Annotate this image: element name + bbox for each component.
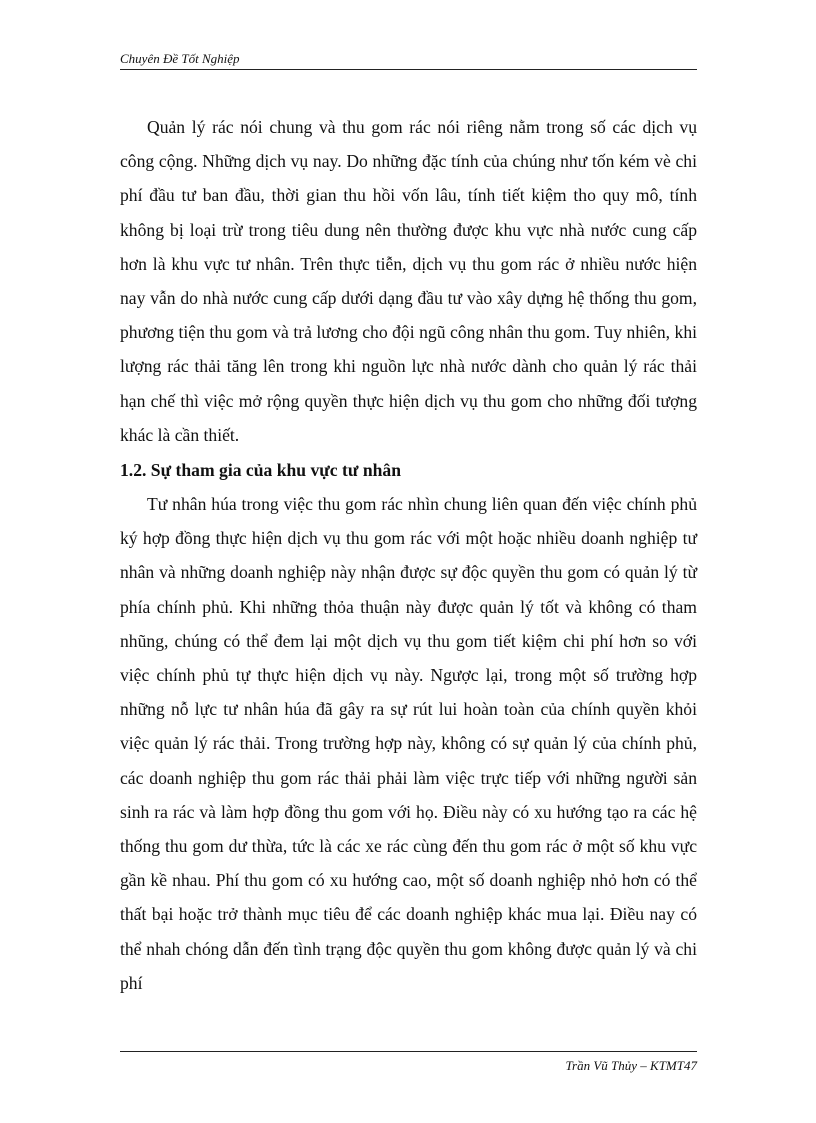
section-heading: 1.2. Sự tham gia của khu vực tư nhân bbox=[120, 460, 401, 481]
paragraph-privatization: Tư nhân húa trong việc thu gom rác nhìn chung liên quan đến việc chính phủ ký hợp đồng thực hiện dịch vụ thu gom rác với một hoặc nhiều doanh nghiệp tư nhân và những doanh nghiệp này nhận được sự độc quyền thu gom có quản lý từ phía chính phủ. Khi những thỏa thuận này được quản lý tốt và không có tham nhũng, chúng có thể đem lại một dịch vụ thu gom tiết kiệm chi phí hơn so với việc chính phủ tự thực hiện dịch vụ này. Ngược lại, trong một số trường hợp những nỗ lực tư nhân húa đã gây ra sự rút lui hoàn toàn của chính quyền khỏi việc quản lý rác thải. Trong trường hợp này, không có sự quản lý của chính phủ, các doanh nghiệp thu gom rác thải phải làm việc trực tiếp với những người sản sinh ra rác và làm hợp đồng thu gom với họ. Điều này có xu hướng tạo ra các hệ thống thu gom dư thừa, tức là các xe rác cùng đến thu gom rác ở một số khu vực gần kề nhau. Phí thu gom có xu hướng cao, một số doanh nghiệp nhỏ hơn có thể thất bại hoặc trở thành mục tiêu để các doanh nghiệp khác mua lại. Điều nay có thể nhah chóng dẫn đến tình trạng độc quyền thu gom không được quản lý và chi phí bbox=[120, 494, 697, 993]
header-title: Chuyên Đề Tốt Nghiệp bbox=[120, 51, 240, 66]
page-footer bbox=[120, 1051, 697, 1074]
footer-author: Trần Vũ Thủy – KTMT47 bbox=[565, 1058, 697, 1073]
document-body bbox=[120, 110, 697, 1000]
page-header bbox=[120, 52, 697, 70]
paragraph-waste-management: Quản lý rác nói chung và thu gom rác nói riêng nằm trong số các dịch vụ công cộng. Những dịch vụ nay. Do những đặc tính của chúng như tốn kém vè chi phí đầu tư ban đầu, thời gian thu hồi vốn lâu, tính tiết kiệm tho quy mô, tính không bị loại trừ trong tiêu dung nên thường được khu vực nhà nước cung cấp hơn là khu vực tư nhân. Trên thực tiễn, dịch vụ thu gom rác ở nhiều nước hiện nay vẫn do nhà nước cung cấp dưới dạng đầu tư vào xây dựng hệ thống thu gom, phương tiện thu gom và trả lương cho đội ngũ công nhân thu gom. Tuy nhiên, khi lượng rác thải tăng lên trong khi nguồn lực nhà nước dành cho quản lý rác thải hạn chế thì việc mở rộng quyền thực hiện dịch vụ thu gom cho những đối tượng khác là cần thiết. bbox=[120, 117, 697, 445]
